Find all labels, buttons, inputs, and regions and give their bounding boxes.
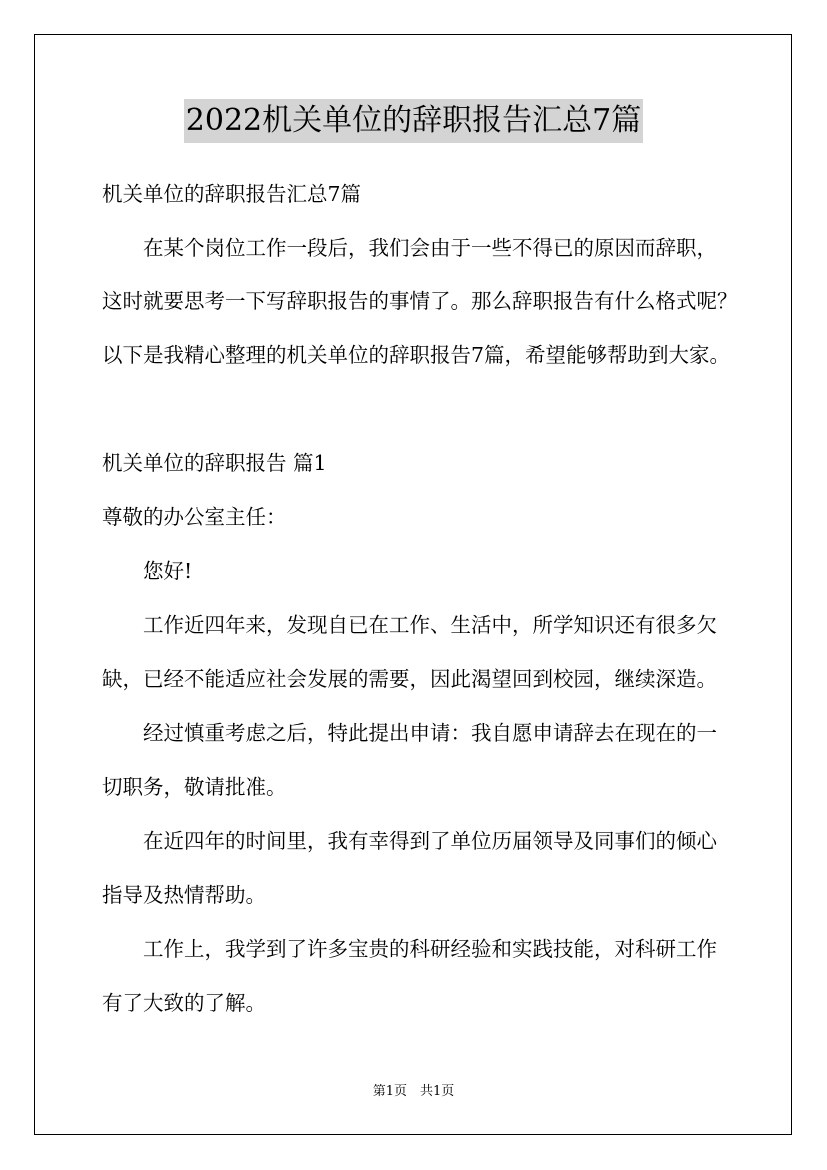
body-line: 工作近四年来，发现自已在工作、生活中，所学知识还有很多欠 <box>143 613 717 637</box>
document-title: 2022机关单位的辞职报告汇总7篇 <box>184 99 643 143</box>
body-line: 切职务，敬请批准。 <box>102 775 287 799</box>
page-footer: 第1页 共1页 <box>372 1084 455 1099</box>
intro-line: 在某个岗位工作一段后，我们会由于一些不得已的原因而辞职， <box>143 236 717 260</box>
body-line: 工作上，我学到了许多宝贵的科研经验和实践技能，对科研工作 <box>143 937 717 961</box>
title-container <box>0 99 827 143</box>
body-line: 有了大致的了解。 <box>102 991 266 1015</box>
document-subtitle: 机关单位的辞职报告汇总7篇 <box>102 182 362 206</box>
section-heading: 机关单位的辞职报告 篇1 <box>102 451 327 475</box>
greeting: 您好! <box>143 559 193 583</box>
intro-line: 这时就要思考一下写辞职报告的事情了。那么辞职报告有什么格式呢？ <box>102 289 738 313</box>
body-line: 经过慎重考虑之后，特此提出申请：我自愿申请辞去在现在的一 <box>143 721 717 745</box>
intro-line: 以下是我精心整理的机关单位的辞职报告7篇，希望能够帮助到大家。 <box>102 343 731 367</box>
body-line: 缺，已经不能适应社会发展的需要，因此渴望回到校园，继续深造。 <box>102 667 717 691</box>
salutation: 尊敬的办公室主任： <box>102 505 287 529</box>
body-line: 在近四年的时间里，我有幸得到了单位历届领导及同事们的倾心 <box>143 829 717 853</box>
body-line: 指导及热情帮助。 <box>102 883 266 907</box>
